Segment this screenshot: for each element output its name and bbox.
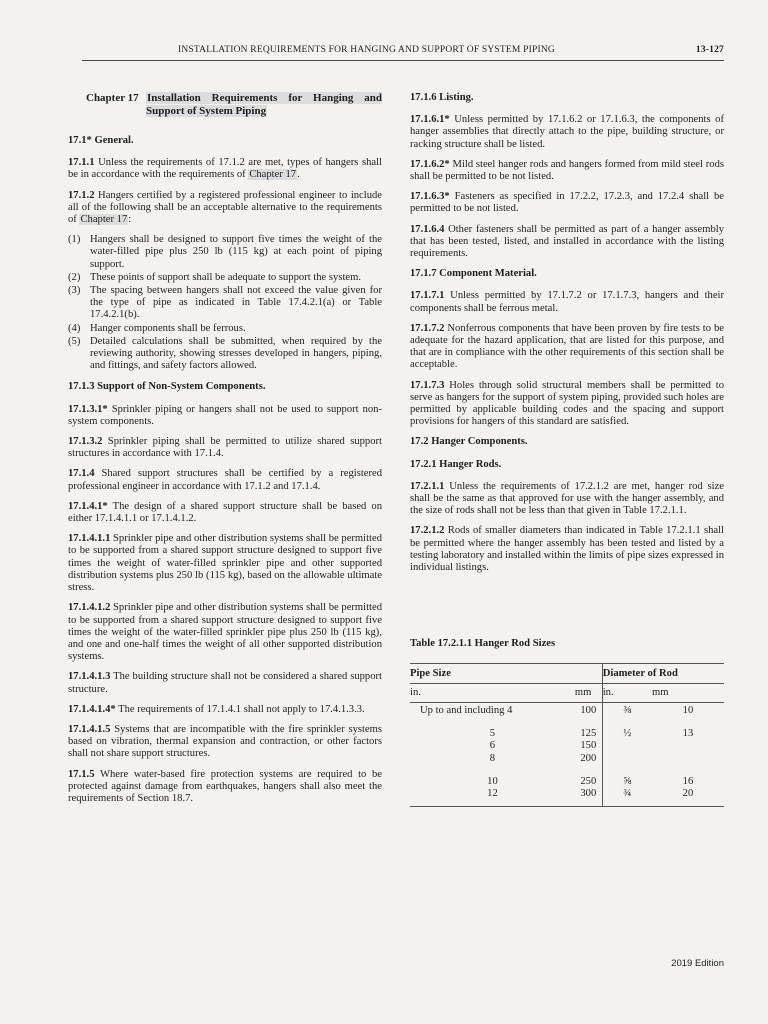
para-17-1-3-1: 17.1.3.1* Sprinkler piping or hangers shall not be used to support non-system components. [68, 403, 382, 427]
para-17-1-6-4: 17.1.6.4 Other fasteners shall be permitted as part of a hanger assembly that has been tested, listed, and installed in accordance with the listing requirements. [410, 223, 724, 260]
table-group-header: Diameter of Rod [602, 663, 724, 683]
hanger-rod-table [410, 663, 724, 808]
para-17-1-6-1: 17.1.6.1* Unless permitted by 17.1.6.2 or 17.1.6.3, the components of hanger assemblies that directly attach to the pipe, building structure, or racking structure shall be listed. [410, 114, 724, 150]
right-column [410, 92, 724, 807]
section-heading-17-1-3: 17.1.3 Support of Non-System Components. [68, 381, 266, 393]
chapter-link[interactable]: Chapter 17 [80, 214, 128, 226]
list-item: (5) Detailed calculations shall be submitted, when required by the reviewing authority, showing stresses developed in hangers, piping, and fittings, and safety factors allowed. [68, 335, 382, 372]
running-title: INSTALLATION REQUIREMENTS FOR HANGING AND SUPPORT OF SYSTEM PIPING [178, 45, 555, 55]
para-17-1-2: 17.1.2 Hangers certified by a registered professional engineer to include all of the following shall be an acceptable alternative to the requirements of Chapter 17: [68, 189, 382, 226]
chapter-label: Chapter 17 [86, 92, 139, 104]
list-item: (4) Hanger components shall be ferrous. [68, 322, 246, 334]
para-17-1-6-3: 17.1.6.3* Fasteners as specified in 17.2.2, 17.2.3, and 17.2.4 shall be permitted to be not listed. [410, 191, 724, 215]
table-row: Up to and including 4 100 ⅜ 10 [410, 702, 724, 719]
para-17-1-7-2: 17.1.7.2 Nonferrous components that have been proven by fire tests to be adequate for the hazard application, that are listed for this purpose, and that are in compliance with the other requirements of this section shall be acceptable. [410, 322, 724, 371]
para-17-1-6-2: 17.1.6.2* Mild steel hanger rods and hangers formed from mild steel rods shall be permitted to be not listed. [410, 158, 724, 183]
para-17-1-7-3: 17.1.7.3 Holes through solid structural members shall be permitted to serve as hangers for the support of system piping, provided such holes are permitted by applicable building codes and the spacing and support provisions for hangers of this standard are satisfied. [410, 379, 724, 428]
requirements-list [68, 234, 382, 372]
para-17-1-4-1-2: 17.1.4.1.2 Sprinkler pipe and other distribution systems shall be permitted to be supported from a shared support structure designed to support five times the weight of the water-filled sprinkler pipe plus 250 lb (115 kg), and one and one-half times the weight of all other supported distribution systems. [68, 602, 382, 663]
edition-footer: 2019 Edition [671, 958, 724, 969]
para-17-1-4-1: 17.1.4.1* The design of a shared support structure shall be based on either 17.1.4.1.1 or 17.1.4.1.2. [68, 500, 382, 525]
para-17-1-4-1-5: 17.1.4.1.5 Systems that are incompatible with the fire sprinkler systems based on vibration, thermal expansion and contraction, or other factors shall not share support structures. [68, 723, 382, 760]
table-caption: Table 17.2.1.1 Hanger Rod Sizes [410, 638, 556, 650]
list-item: (3) The spacing between hangers shall not exceed the value given for the type of pipe as indicated in Table 17.4.2.1(a) or Table 17.4.2.1(b). [68, 285, 382, 321]
para-17-1-4-1-4: 17.1.4.1.4* The requirements of 17.1.4.1 shall not apply to 17.4.1.3.3. [68, 703, 365, 715]
para-17-1-5: 17.1.5 Where water-based fire protection systems are required to be protected against damage from earthquakes, hangers shall also meet the requirements of Section 18.7. [68, 768, 382, 804]
para-17-1-4-1-1: 17.1.4.1.1 Sprinkler pipe and other distribution systems shall be permitted to be supported from a shared support structure designed to support five times the weight of water-filled sprinkler pipe and other supported distribution systems plus 250 lb (115 kg), based on the allowable ultimate stress. [68, 533, 382, 594]
table-column-header: mm [575, 683, 602, 702]
table-column-header: in. [410, 683, 575, 702]
para-17-2-1-1: 17.2.1.1 Unless the requirements of 17.2.1.2 are met, hanger rod size shall be the same as that approved for use with the hanger assembly, and the size of rods shall not be less than that given in Table 17.2.1.1. [410, 480, 724, 517]
running-header [82, 42, 724, 61]
chapter-title: Installation Requirements for Hanging and Support of System Piping [146, 92, 382, 117]
table-group-header: Pipe Size [410, 663, 602, 683]
section-heading-17-1-7: 17.1.7 Component Material. [410, 268, 537, 280]
list-item: (2) These points of support shall be adequate to support the system. [68, 271, 361, 283]
section-heading-17-1: 17.1* General. [68, 135, 134, 146]
table-row: 10 12 250 300 ⅝ ¾ 16 20 [410, 767, 724, 807]
para-17-2-1-2: 17.2.1.2 Rods of smaller diameters than indicated in Table 17.2.1.1 shall be permitted where the hanger assembly has been tested and listed by a testing laboratory and installed within the limits of pipe sizes expressed in individual listings. [410, 525, 724, 574]
section-heading-17-2-1: 17.2.1 Hanger Rods. [410, 458, 502, 470]
para-17-1-3-2: 17.1.3.2 Sprinkler piping shall be permitted to utilize shared support structures in accordance with 17.1.4. [68, 436, 382, 460]
table-row: 5 6 8 125 150 200 ½ 13 [410, 719, 724, 767]
left-column [68, 92, 382, 813]
section-heading-17-2: 17.2 Hanger Components. [410, 436, 528, 448]
para-17-1-4: 17.1.4 Shared support structures shall be certified by a registered professional engineer in accordance with 17.1.2 and 17.1.4. [68, 468, 382, 492]
para-17-1-7-1: 17.1.7.1 Unless permitted by 17.1.7.2 or 17.1.7.3, hangers and their components shall be ferrous metal. [410, 290, 724, 314]
table-column-header: mm [652, 683, 724, 702]
table-column-header: in. [602, 683, 652, 702]
para-17-1-1: 17.1.1 Unless the requirements of 17.1.2 are met, types of hangers shall be in accordance with the requirements of Chapter 17. [68, 157, 382, 181]
section-heading-17-1-6: 17.1.6 Listing. [410, 92, 474, 103]
chapter-link[interactable]: Chapter 17 [249, 169, 297, 181]
para-17-1-4-1-3: 17.1.4.1.3 The building structure shall not be considered a shared support structure. [68, 671, 382, 695]
page-number: 13-127 [695, 45, 724, 55]
chapter-heading [68, 92, 382, 118]
list-item: (1) Hangers shall be designed to support five times the weight of the water-filled pipe plus 250 lb (115 kg) at each point of piping support. [68, 234, 382, 270]
